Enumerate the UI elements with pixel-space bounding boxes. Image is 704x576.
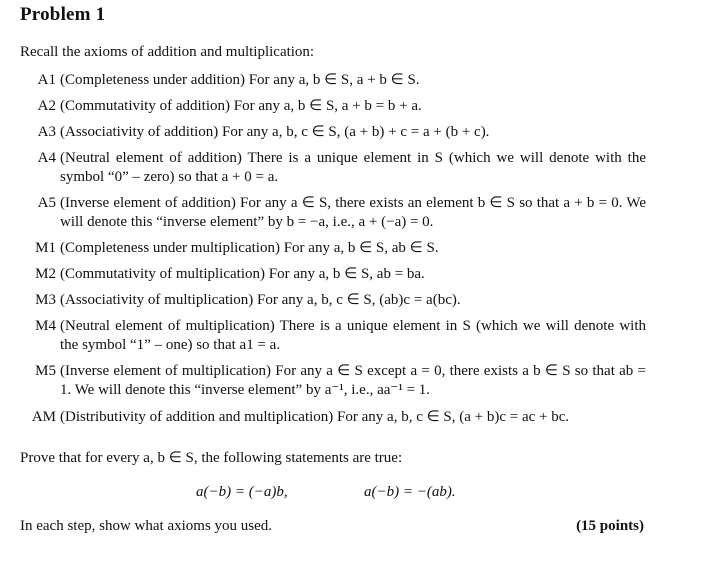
axiom-text: (Associativity of addition) For any a, b, c ∈ S, (a + b) + c = a + (b + c). xyxy=(60,124,490,140)
axiom-text: (Commutativity of addition) For any a, b ∈ S, a + b = b + a. xyxy=(60,98,422,114)
prove-statement: Prove that for every a, b ∈ S, the following statements are true: xyxy=(20,450,403,466)
problem-title: Problem 1 xyxy=(20,4,106,25)
axiom-label: A5 xyxy=(37,195,56,211)
axiom-label: A1 xyxy=(37,72,56,88)
axiom-text: (Neutral element of multiplication) There is a unique element in S (which we will denote with the symbol “1” – one) so that a1 = a. xyxy=(60,318,646,353)
axiom-text: (Neutral element of addition) There is a unique element in S (which we will denote with the symbol “0” – zero) so that a + 0 = a. xyxy=(60,150,646,185)
axiom-label: M5 xyxy=(35,363,56,379)
formula-right: a(−b) = −(ab). xyxy=(364,484,456,500)
axiom-label: AM xyxy=(31,409,56,425)
axiom-label: M4 xyxy=(35,318,56,334)
intro-text: Recall the axioms of addition and multiplication: xyxy=(20,44,315,60)
axiom-label: M2 xyxy=(35,266,56,282)
axiom-text: (Completeness under multiplication) For any a, b ∈ S, ab ∈ S. xyxy=(60,240,439,256)
axiom-text: (Associativity of multiplication) For any a, b, c ∈ S, (ab)c = a(bc). xyxy=(60,292,461,308)
axiom-text: (Completeness under addition) For any a, b ∈ S, a + b ∈ S. xyxy=(60,72,420,88)
axiom-label: A2 xyxy=(37,98,56,114)
axiom-text: (Inverse element of addition) For any a ∈ S, there exists an element b ∈ S so that a + b = 0. We will denote this “inverse element” by b = −a, i.e., a + (−a) = 0. xyxy=(60,195,646,230)
axiom-text: (Distributivity of addition and multiplication) For any a, b, c ∈ S, (a + b)c = ac + bc. xyxy=(60,409,570,425)
axiom-label: A3 xyxy=(37,124,56,140)
formula-left: a(−b) = (−a)b, xyxy=(196,484,288,500)
instructions-text: In each step, show what axioms you used. xyxy=(20,518,273,534)
axiom-text: (Inverse element of multiplication) For any a ∈ S except a = 0, there exists a b ∈ S so that ab = 1. We will denote this “inverse element” by a⁻¹, i.e., aa⁻¹ = 1. xyxy=(60,363,646,398)
axiom-label: M1 xyxy=(35,240,56,256)
axiom-label: M3 xyxy=(35,292,56,308)
points-label: (15 points) xyxy=(576,518,644,534)
axiom-text: (Commutativity of multiplication) For any a, b ∈ S, ab = ba. xyxy=(60,266,425,282)
axiom-label: A4 xyxy=(37,150,56,166)
